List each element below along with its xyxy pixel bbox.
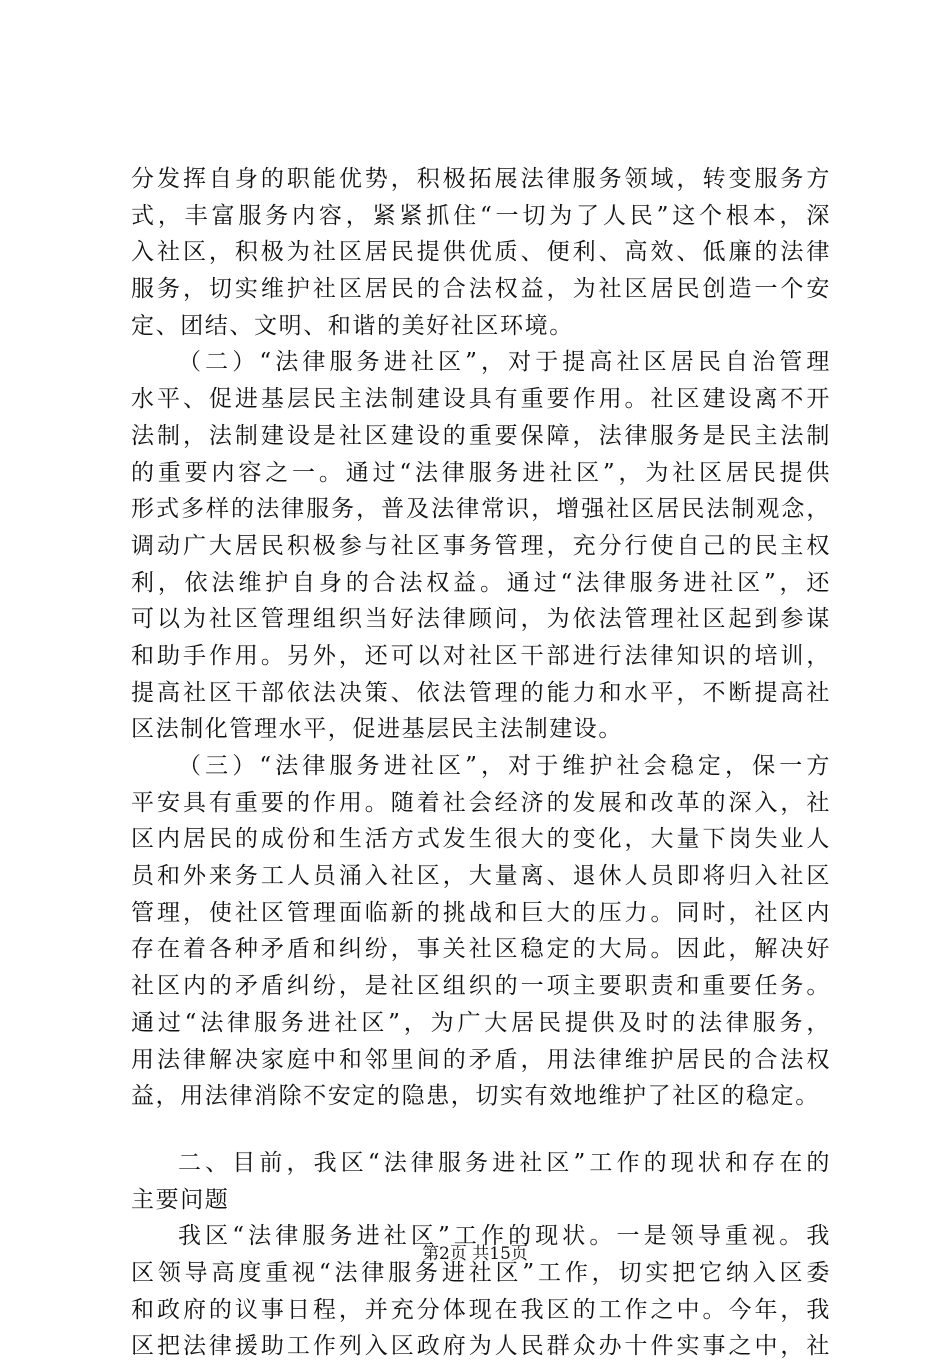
text-line: 区把法律援助工作列入区政府为人民群众办十件实事之中，社 [131,1333,831,1360]
text-line: （二）“法律服务进社区”，对于提高社区居民自治管理 [178,349,831,376]
document-body [131,161,831,1365]
text-line: 益，用法律消除不安定的隐患，切实有效地维护了社区的稳定。 [131,1083,820,1110]
text-line: 存在着各种矛盾和纠纷，事关社区稳定的大局。因此，解决好 [131,936,831,963]
text-line: 分发挥自身的职能优势，积极拓展法律服务领域，转变服务方 [131,166,831,192]
text-line: 服务，切实维护社区居民的合法权益，为社区居民创造一个安 [131,276,831,303]
text-line: 利，依法维护自身的合法权益。通过“法律服务进社区”，还 [131,569,831,596]
text-line: 水平、促进基层民主法制建设具有重要作用。社区建设离不开 [131,386,831,413]
text-line: 可以为社区管理组织当好法律顾问，为依法管理社区起到参谋 [131,606,831,633]
text-line: 提高社区干部依法决策、依法管理的能力和水平，不断提高社 [131,679,831,706]
text-line: 管理，使社区管理面临新的挑战和巨大的压力。同时，社区内 [131,899,831,926]
text-line: 社区内的矛盾纠纷，是社区组织的一项主要职责和重要任务。 [131,973,831,1000]
text-line: 员和外来务工人员涌入社区，大量离、退休人员即将归入社区 [131,863,831,890]
text-line: 式，丰富服务内容，紧紧抓住“一切为了人民”这个根本，深 [131,202,831,229]
paragraph-gap [131,1115,831,1145]
text-line: 用法律解决家庭中和邻里间的矛盾，用法律维护居民的合法权 [131,1046,831,1073]
text-line: 定、团结、文明、和谐的美好社区环境。 [131,312,574,339]
text-line: 调动广大居民积极参与社区事务管理，充分行使自己的民主权 [131,532,831,559]
text-line: 我区“法律服务进社区”工作的现状。一是领导重视。我 [178,1223,831,1250]
section-heading-line: 二、目前，我区“法律服务进社区”工作的现状和存在的 [178,1149,831,1176]
text-line: 区法制化管理水平，促进基层民主法制建设。 [131,716,623,743]
text-line: 区内居民的成份和生活方式发生很大的变化，大量下岗失业人 [131,826,831,853]
text-line: 通过“法律服务进社区”，为广大居民提供及时的法律服务， [131,1009,831,1036]
text-line: 的重要内容之一。通过“法律服务进社区”，为社区居民提供 [131,459,831,486]
text-line: 入社区，积极为社区居民提供优质、便利、高效、低廉的法律 [131,239,831,266]
text-line: 和政府的议事日程，并充分体现在我区的工作之中。今年，我 [131,1296,831,1323]
text-line: 和助手作用。另外，还可以对社区干部进行法律知识的培训， [131,642,831,669]
page-number-footer: 第2页 共15页 [422,1244,528,1264]
text-line: 区领导高度重视“法律服务进社区”工作，切实把它纳入区委 [131,1259,831,1286]
section-heading-line: 主要问题 [131,1186,230,1213]
text-line: （三）“法律服务进社区”，对于维护社会稳定，保一方 [178,753,831,779]
text-line: 形式多样的法律服务，普及法律常识，增强社区居民法制观念， [131,496,831,523]
text-line: 法制，法制建设是社区建设的重要保障，法律服务是民主法制 [131,422,831,449]
text-line: 平安具有重要的作用。随着社会经济的发展和改革的深入，社 [131,789,831,816]
